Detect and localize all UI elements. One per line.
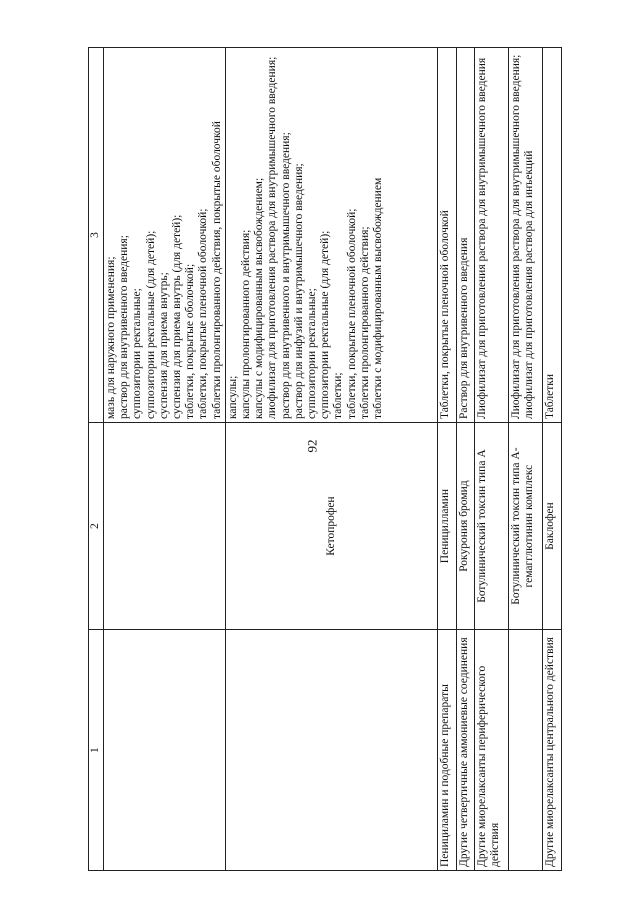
form-line: мазь для наружного применения; <box>105 256 117 420</box>
header-col-2: 2 <box>89 423 104 630</box>
drug-name: Баклофен <box>544 502 557 550</box>
group-cell <box>509 630 543 871</box>
page-number: 92 <box>304 439 320 453</box>
drug-name-cell <box>543 423 562 630</box>
drug-name: Ботулинический токсин типа А <box>476 449 489 603</box>
table-row <box>475 48 509 871</box>
form-line: Таблетки, покрытые пленочной оболочкой <box>438 210 451 420</box>
form-line: таблетки пролонгированного действия, покрытые оболочкой <box>210 121 223 420</box>
form-line: таблетки с модифицированным высвобождением <box>372 177 385 420</box>
form-line: суппозитории ректальные; <box>306 288 319 420</box>
form-line: Таблетки <box>544 374 557 420</box>
group-cell: Другие миорелаксанты периферического действия <box>475 630 509 871</box>
form-line: Раствор для внутривенного введения <box>457 237 470 420</box>
form-line: Лиофилизат для приготовления раствора для внутримышечного введения <box>476 57 489 420</box>
drug-name: Ботулинический токсин типа А-гемагглютинин комплекс <box>510 447 536 605</box>
group-cell <box>225 630 437 871</box>
form-line: суспензия для приема внутрь (для детей); <box>171 214 184 420</box>
drug-table <box>88 47 562 871</box>
table-row <box>509 48 543 871</box>
drug-name-cell <box>104 423 226 630</box>
form-line: суппозитории ректальные (для детей); <box>144 230 157 420</box>
group-cell: Другие четвертичные аммониевые соединения <box>456 630 475 871</box>
table-row <box>456 48 475 871</box>
form-line: лиофилизат для приготовления раствора для внутримышечного введения; <box>266 56 279 420</box>
form-line: лиофилизат для приготовления раствора для инъекций <box>523 150 536 420</box>
forms-cell <box>475 48 509 423</box>
form-line: таблетки, покрытые пленочной оболочкой; <box>345 208 358 420</box>
form-line: капсулы пролонгированного действия; <box>240 229 253 420</box>
form-line: суппозитории ректальные (для детей); <box>319 230 332 420</box>
form-line: раствор для инфузий и внутримышечного введения; <box>292 163 305 420</box>
form-line: раствор для внутривенного введения; <box>118 235 131 420</box>
drug-name: Пеницилламин <box>438 488 451 564</box>
forms-cell <box>437 48 456 423</box>
form-line: таблетки, покрытые оболочкой; <box>184 263 197 420</box>
forms-cell <box>225 48 437 423</box>
table-row <box>104 48 226 871</box>
group-cell <box>104 630 226 871</box>
rotated-table-wrapper <box>88 47 562 871</box>
group-cell: Пенициламин и подобные препараты <box>437 630 456 871</box>
drug-name: Рокурония бромид <box>457 480 470 572</box>
form-line: таблетки; <box>332 372 345 420</box>
form-line: Лиофилизат для приготовления раствора для внутримышечного введения; <box>510 54 523 420</box>
forms-cell <box>509 48 543 423</box>
table-row <box>437 48 456 871</box>
drug-name: Кетопрофен <box>324 496 337 556</box>
form-line: суппозитории ректальные; <box>131 288 144 420</box>
header-col-1: 1 <box>89 630 104 871</box>
forms-cell <box>543 48 562 423</box>
form-line: таблетки пролонгированного действия; <box>358 226 371 420</box>
form-line: капсулы с модифицированным высвобождением; <box>253 177 266 420</box>
table-row <box>543 48 562 871</box>
form-line: раствор для внутривенного и внутримышечного введения; <box>279 132 292 420</box>
form-line: таблетки, покрытые пленочной оболочкой; <box>197 208 210 420</box>
form-line: суспензия для приема внутрь; <box>157 272 170 420</box>
header-col-3: 3 <box>89 48 104 423</box>
drug-name-cell <box>509 423 543 630</box>
forms-cell <box>104 48 226 423</box>
drug-name-cell <box>225 423 437 630</box>
table-row <box>225 48 437 871</box>
drug-name-cell <box>456 423 475 630</box>
form-line: капсулы; <box>226 375 239 420</box>
forms-cell <box>456 48 475 423</box>
drug-name-cell <box>475 423 509 630</box>
drug-name-cell <box>437 423 456 630</box>
table-header-row <box>89 48 104 871</box>
group-cell: Другие миорелаксанты центрального действия <box>543 630 562 871</box>
